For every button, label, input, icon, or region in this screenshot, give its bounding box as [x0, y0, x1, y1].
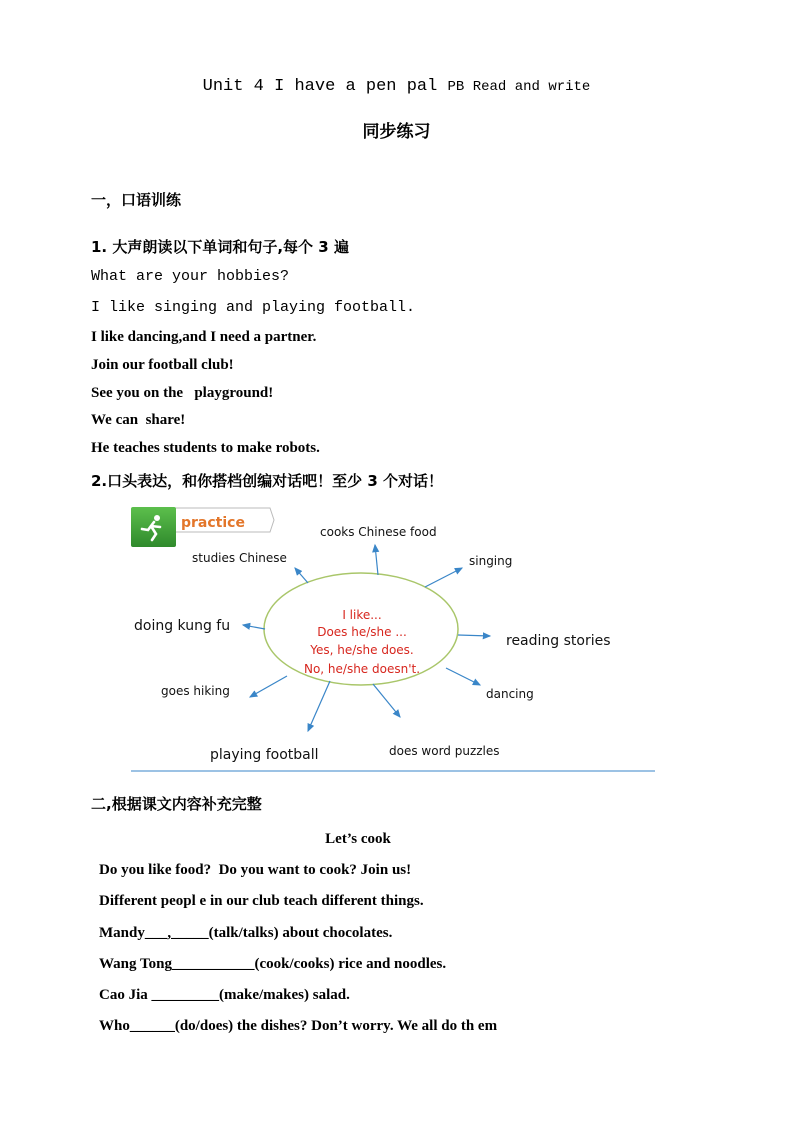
- document-subtitle: 同步练习: [362, 122, 431, 142]
- section2-heading: 二,根据课文内容补充完整: [91, 795, 262, 813]
- activity-label: singing: [469, 554, 513, 568]
- practice-diagram: [120, 498, 660, 774]
- center-line: No, he/she doesn't.: [303, 662, 421, 676]
- activity-label: does word puzzles: [389, 744, 500, 758]
- arrow: [308, 681, 330, 731]
- passage-line: Mandy___,_____(talk/talks) about chocolates.: [99, 925, 393, 941]
- center-line: Yes, he/she does.: [310, 643, 414, 657]
- activity-label: playing football: [210, 747, 319, 763]
- passage-title: Let’s cook: [325, 831, 391, 847]
- title-main: Unit 4 I have a pen pal: [202, 77, 438, 96]
- sentence-line: See you on the playground!: [91, 385, 274, 401]
- center-line: I like...: [342, 608, 382, 622]
- passage-line: Who______(do/does) the dishes? Don’t worry. We all do th em: [99, 1018, 498, 1034]
- sentence-line: Join our football club!: [91, 357, 234, 373]
- sentence-line: I like singing and playing football.: [91, 299, 416, 316]
- practice-badge: [131, 507, 274, 547]
- activity-label: reading stories: [506, 633, 611, 649]
- activity-label: cooks Chinese food: [320, 525, 437, 539]
- activity-label: dancing: [486, 687, 534, 701]
- title-small: PB Read and write: [447, 79, 591, 95]
- task1-instruction: 1. 大声朗读以下单词和句子,每个 3 遍: [91, 238, 349, 256]
- arrow: [458, 635, 490, 636]
- activity-label: studies Chinese: [192, 551, 287, 565]
- arrow: [425, 568, 462, 587]
- arrow: [446, 668, 480, 685]
- task2-instruction: 2.口头表达，和你搭档创编对话吧！至少 3 个对话！: [91, 472, 444, 490]
- section1-heading: 一，口语训练: [91, 191, 182, 209]
- activity-label: goes hiking: [161, 684, 230, 698]
- sentence-line: What are your hobbies?: [91, 268, 290, 285]
- sentence-line: We can share!: [91, 412, 186, 428]
- passage-line: Cao Jia _________(make/makes) salad.: [99, 987, 350, 1003]
- arrow: [243, 625, 265, 629]
- arrow: [295, 568, 308, 583]
- passage-line: Do you like food? Do you want to cook? Join us!: [99, 862, 412, 878]
- center-line: Does he/she ...: [317, 625, 407, 639]
- badge-label: practice: [181, 515, 245, 531]
- document-title: [0, 77, 793, 96]
- arrow: [375, 545, 378, 575]
- activity-label: doing kung fu: [134, 618, 231, 634]
- arrow: [373, 684, 400, 717]
- arrow: [250, 676, 287, 697]
- sentence-line: I like dancing,and I need a partner.: [91, 329, 317, 345]
- passage-line: Wang Tong___________(cook/cooks) rice and noodles.: [99, 956, 447, 972]
- sentence-line: He teaches students to make robots.: [91, 440, 320, 456]
- passage-line: Different peopl e in our club teach different things.: [99, 893, 424, 909]
